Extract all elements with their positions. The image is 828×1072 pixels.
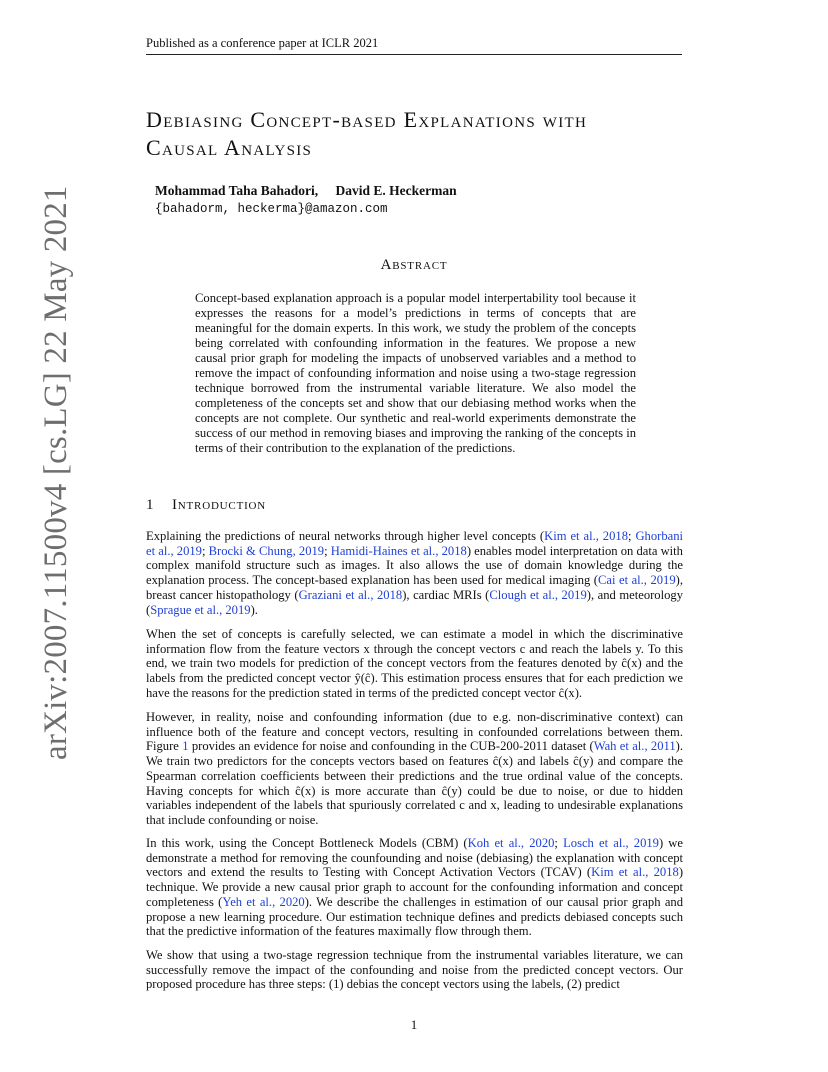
abstract-text: Concept-based explanation approach is a popular model interpertability tool because it expresses the reasons for a model’s predictions in terms of concepts that are meaningful for the domain experts. In this work, we study the problem of the concepts being correlated with confounding information in the features. We propose a new causal prior graph for modeling the impacts of unobserved variables and a method to remove the impact of confounding information and noise using a two-stage regression technique borrowed from the instrumental variable literature. We also model the completeness of the concepts set and show that our debiasing method works when the concepts are not complete. Our synthetic and real-world experiments demonstrate the success of our method in removing biases and improving the ranking of the concepts in terms of their contribution to the explanation of the predictions. — [195, 291, 636, 455]
figure-reference-link[interactable]: 1 — [182, 739, 189, 754]
text-run: provides an evidence for noise and confounding in the CUB-200-2011 dataset ( — [188, 739, 594, 754]
running-header: Published as a conference paper at ICLR 2021 — [146, 36, 682, 55]
page-number: 1 — [410, 1017, 418, 1032]
abstract-heading: Abstract — [380, 257, 448, 273]
text-run: ). We train two predictors for the concepts vectors based on features ĉ(x) and labels ĉ(y) and compare the Spearman correlation coefficients between their predictions and the true ordinal value of the concepts. Having concepts for which ĉ(x) is more accurate than ĉ(y) could be due to noise, or due to hidden variables independent of the labels that spuriously correlated c and x, leading to undesirable explanations that include confounding or noise. — [146, 739, 683, 827]
citation-link[interactable]: Wah et al., 2011 — [593, 739, 676, 754]
section-title: Introduction — [172, 497, 267, 513]
text-run: ) enables model interpretation on data with complex manifold structure such as images. It also allows the use of domain knowledge during the explanation process. The concept-based explanation has been used for medical imaging ( — [146, 543, 683, 588]
citation-link[interactable]: Cai et al., 2019 — [597, 573, 676, 588]
text-run: Explaining the predictions of neural networks through higher level concepts ( — [146, 529, 545, 543]
author-list — [155, 183, 457, 199]
citation-link[interactable]: Koh et al., 2020 — [467, 836, 555, 850]
text-run: ; — [324, 543, 331, 558]
text-run: However, in reality, noise and confounding information (due to e.g. non-discriminative context) can influence both of the feature and concept vectors, resulting in confounded correlations between them. Figure — [146, 710, 683, 754]
text-run: ) we demonstrate a method for removing the counfounding and noise (debiasing) the explanation with concept vectors and extend the results to Testing with Concept Activation Vectors (TCAV) ( — [146, 836, 683, 880]
text-run: ), cardiac MRIs ( — [402, 587, 490, 602]
intro-paragraph-4 — [146, 836, 683, 939]
citation-link[interactable]: Kim et al., 2018 — [544, 529, 628, 543]
section-heading — [146, 497, 266, 514]
text-run: ) technique. We provide a new causal prior graph to account for the confounding information and concept completeness ( — [146, 865, 684, 909]
author-name: David E. Heckerman — [335, 183, 457, 198]
text-run: ), and meteorology ( — [146, 587, 683, 617]
citation-link[interactable]: Clough et al., 2019 — [489, 587, 587, 602]
text-run: ). We describe the challenges in estimation of our causal prior graph and propose a new learning procedure. Our estimation technique defines and predicts debiased concepts such that the predictive information of the features maximally flow through them. — [146, 894, 684, 939]
section-number: 1 — [146, 497, 155, 513]
arxiv-identifier-stamp: arXiv:2007.11500v4 [cs.LG] 22 May 2021 — [38, 185, 74, 760]
paper-title: Debiasing Concept-based Explanations with Causal Analysis — [146, 107, 588, 160]
text-run: ), breast cancer histopathology ( — [146, 573, 683, 602]
intro-paragraph-1 — [146, 529, 683, 617]
text-run: ; — [201, 543, 209, 558]
citation-link[interactable]: Yeh et al., 2020 — [222, 894, 305, 909]
citation-link[interactable]: Losch et al., 2019 — [563, 836, 659, 850]
intro-paragraph-3 — [146, 710, 683, 828]
text-run: In this work, using the Concept Bottleneck Models (CBM) ( — [146, 836, 468, 850]
citation-link[interactable]: Kim et al., 2018 — [591, 865, 679, 880]
citation-link[interactable]: Sprague et al., 2019 — [150, 602, 251, 617]
text-run: ; — [628, 529, 636, 543]
text-run: ; — [554, 836, 564, 850]
author-name: Mohammad Taha Bahadori, — [155, 183, 319, 198]
citation-link[interactable]: Graziani et al., 2018 — [298, 587, 403, 602]
author-emails: {bahadorm, heckerma}@amazon.com — [155, 202, 388, 216]
text-run: ). — [250, 602, 258, 617]
intro-paragraph-5: We show that using a two-stage regression technique from the instrumental variables literature, we can successfully remove the impact of the confounding and noise from the predicted concept vectors. Our proposed procedure has three steps: (1) debias the concept vectors using the labels, (2) predict — [146, 948, 683, 992]
citation-link[interactable]: Hamidi-Haines et al., 2018 — [330, 543, 467, 558]
citation-link[interactable]: Brocki & Chung, 2019 — [208, 543, 325, 558]
intro-paragraph-2: When the set of concepts is carefully selected, we can estimate a model in which the discriminative information flow from the feature vectors x through the concept vectors c and reach the labels y. To this end, we train two models for prediction of the concept vectors from the features denoted by ĉ(x) and the labels from the predicted concept vector ŷ(ĉ). This estimation process ensures that for each prediction we have the reasons for the prediction stated in terms of the predicted concept vector ĉ(x). — [146, 627, 683, 700]
citation-link[interactable]: Ghorbani et al., 2019 — [146, 529, 684, 558]
